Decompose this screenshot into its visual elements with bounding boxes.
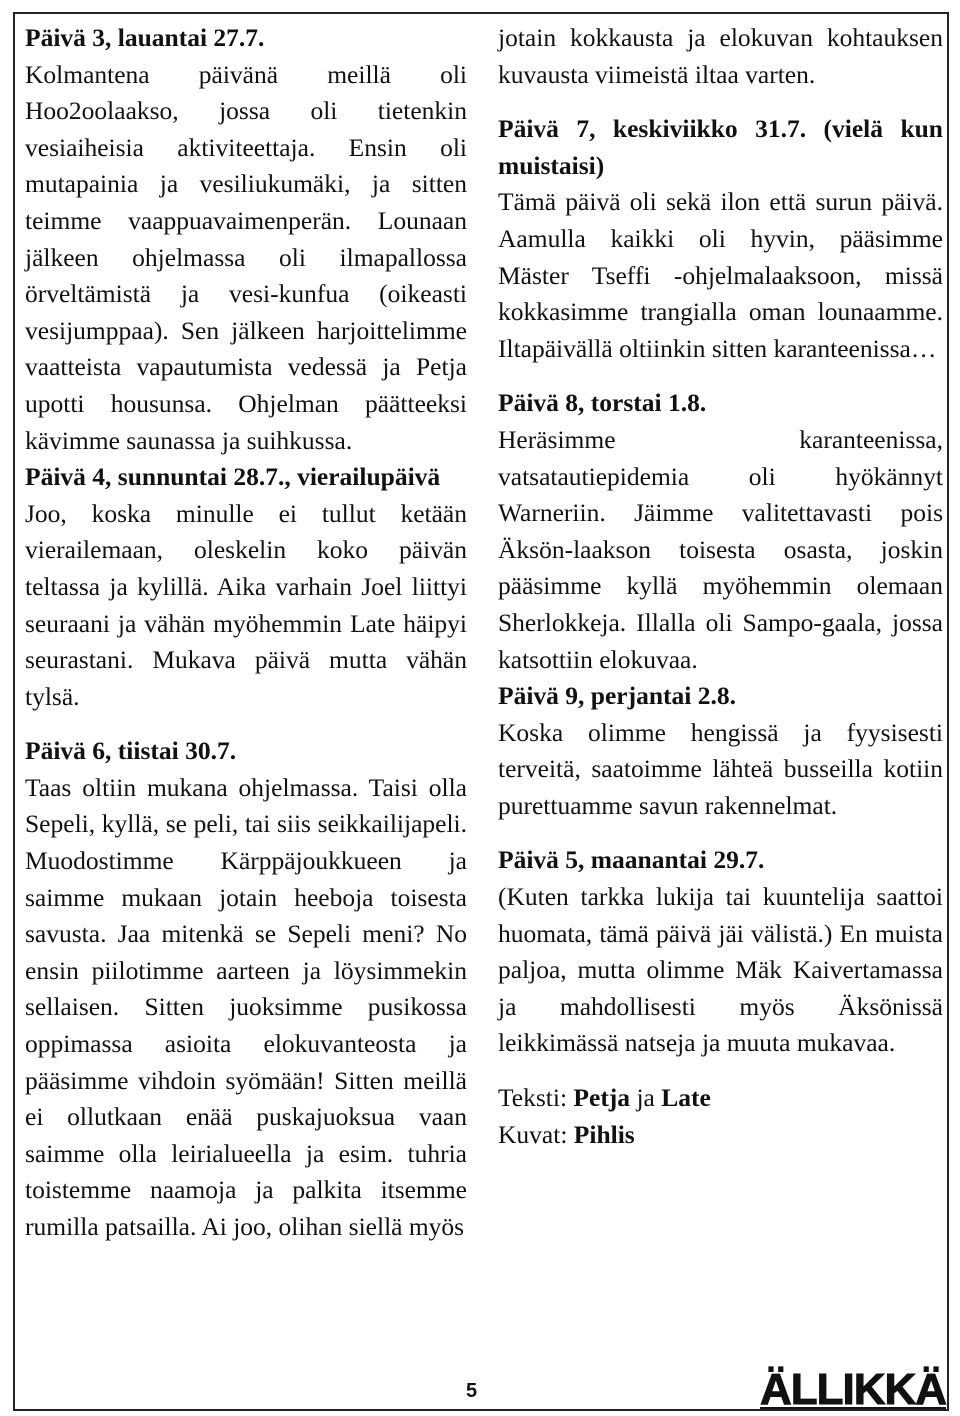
day9-heading: Päivä 9, perjantai 2.8. <box>498 681 736 711</box>
day3-heading: Päivä 3, lauantai 27.7. <box>25 23 265 52</box>
credit-text-line <box>498 1080 943 1117</box>
credit-and: ja <box>636 1083 655 1113</box>
day8-paragraph: Heräsimme karanteenissa, vatsatautiepidemia oli hyökännyt Warneriin. Jäimme valitettavasti pois Äksön-laakson toisesta osasta, joskin pääsimme kyllä myöhemmin olemaan Sherlokkeja. Illalla oli Sampo-gaala, jossa katsottiin elokuvaa. <box>498 424 943 674</box>
day4-paragraph: Joo, koska minulle ei tullut ketään vierailemaan, oleskelin koko päivän teltassa ja kylillä. Aika varhain Joel liittyi seuraani ja vähän myöhemmin Late häipyi seurastani. Mukava päivä mutta vähän tylsä. <box>25 498 467 711</box>
right-column <box>498 20 943 1153</box>
day3-paragraph: Kolmantena päivänä meillä oli Hoo2oolaakso, jossa oli tietenkin vesiaiheisia aktiviteettaja. Ensin oli mutapainia ja vesiliukumäki, ja sitten teimme vaappuavaimenperän. Lounaan jälkeen ohjelmassa oli ilmapallossa örveltämistä ja vesi-kunfua (oikeasti vesijumppaa). Sen jälkeen harjoittelimme vaatteista vapautumista vedessä ja Petja upotti housunsa. Ohjelman päätteeksi kävimme saunassa ja suihkussa. <box>25 59 467 455</box>
day7-paragraph: Tämä päivä oli sekä ilon että surun päivä. Aamulla kaikki oli hyvin, pääsimme Mäster Tseffi -ohjelmalaaksoon, missä kokkasimme trangialla oman lounaamme. Iltapäivällä oltiinkin sitten karanteenissa… <box>498 187 943 363</box>
continued-paragraph: jotain kokkausta ja elokuvan kohtauksen kuvausta viimeistä iltaa varten. <box>498 23 943 89</box>
logo-wordmark: ÄLLIKKÄ <box>759 1365 947 1410</box>
day5-paragraph: (Kuten tarkka lukija tai kuuntelija saattoi huomata, tämä päivä jäi välistä.) En muista paljoa, mutta olimme Mäk Kaivertamassa ja mahdollisesti myös Äksönissä leikkimässä natseja ja muuta mukavaa. <box>498 882 943 1058</box>
day6-paragraph: Taas oltiin mukana ohjelmassa. Taisi olla Sepeli, kyllä, se peli, tai siis seikkailijapeli. Muodostimme Kärppäjoukkueen ja saimme mukaan jotain heeboja toisesta savusta. Jaa mitenkä se Sepeli meni? No ensin piilotimme aarteen ja löysimmekin sellaisen. Sitten juoksimme pusikossa oppimassa asioita elokuvanteosta ja pääsimme vihdoin syömään! Sitten meillä ei ollutkaan enää puskajuoksua vaan saimme olla leirialueella ja esim. tuhria toistemme naamoja ja palkita itsemme rumilla patsailla. Ai joo, olihan siellä myös <box>25 772 467 1241</box>
day6-heading: Päivä 6, tiistai 30.7. <box>25 736 237 766</box>
day8-heading: Päivä 8, torstai 1.8. <box>498 388 707 418</box>
day7-heading: Päivä 7, keskiviikko 31.7. (vielä kun muistaisi) <box>498 114 943 180</box>
credit-photographer: Pihlis <box>573 1119 635 1149</box>
credit-photo-label: Kuvat: <box>498 1119 568 1149</box>
credit-author-2: Late <box>661 1083 711 1113</box>
credit-author-1: Petja <box>573 1083 631 1113</box>
credit-photo-line <box>498 1117 943 1154</box>
day4-heading: Päivä 4, sunnuntai 28.7., vierailupäivä <box>25 462 441 492</box>
page-number: 5 <box>466 1380 478 1402</box>
day9-paragraph: Koska olimme hengissä ja fyysisesti terveitä, saatoimme lähteä busseilla kotiin purettuamme savun rakennelmat. <box>498 717 943 820</box>
day5-heading: Päivä 5, maanantai 29.7. <box>498 845 765 875</box>
credit-text-label: Teksti: <box>498 1083 568 1113</box>
allikka-logo <box>758 1358 948 1410</box>
left-column <box>25 20 467 1246</box>
